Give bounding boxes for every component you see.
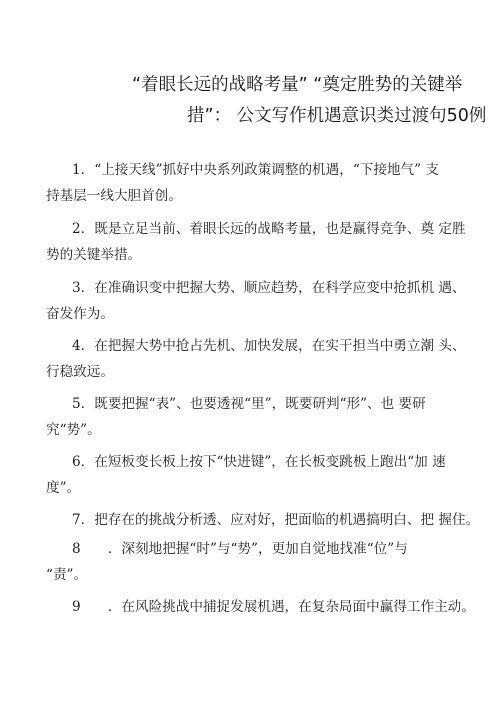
list-item-5-line-1: 5．既要把握“表”、也要透视“里”，既要研判“形”、也 要研 — [72, 396, 426, 412]
list-item-1-line-1: 1．“上接天线”抓好中央系列政策调整的机遇，“下接地气” 支 — [72, 162, 440, 178]
title-text-1: “着眼长远的战略考量” “奠定胜势的关键举 — [132, 75, 463, 95]
list-item-8-line-2: “责”。 — [46, 567, 88, 583]
list-item-4-line-2: 行稳致远。 — [46, 364, 114, 380]
list-item-6-line-1: 6．在短板变长板上按下“快进键”，在长板变跳板上跑出“加 速 — [72, 454, 446, 470]
list-item-6-line-2: 度”。 — [46, 480, 81, 496]
list-item-3-line-2: 奋发作为。 — [46, 306, 114, 322]
title-text-2: 措”： 公文写作机遇意识类过渡句50例 — [187, 106, 487, 126]
list-item-9-line-1: 9 ．在风险挑战中捕捉发展机遇，在复杂局面中赢得工作主动。 — [72, 599, 475, 615]
list-item-5-line-2: 究“势”。 — [46, 422, 101, 438]
list-item-8-line-1: 8 ．深刻地把握“时”与“势”，更加自觉地找准“位”与 — [72, 541, 408, 557]
list-item-7-line-1: 7．把存在的挑战分析透、应对好，把面临的机遇搞明白、把 握住。 — [72, 512, 480, 528]
list-item-2-line-1: 2．既是立足当前、着眼长远的战略考量，也是赢得竞争、奠 定胜 — [72, 221, 466, 237]
list-item-4-line-1: 4．在把握大势中抢占先机、加快发展，在实干担当中勇立潮 头、 — [72, 338, 466, 354]
list-item-1-line-2: 持基层一线大胆首创。 — [46, 188, 182, 204]
list-item-3-line-1: 3．在准确识变中把握大势、顺应趋势，在科学应变中抢抓机 遇、 — [72, 280, 466, 296]
list-item-2-line-2: 势的关键举措。 — [46, 247, 142, 263]
